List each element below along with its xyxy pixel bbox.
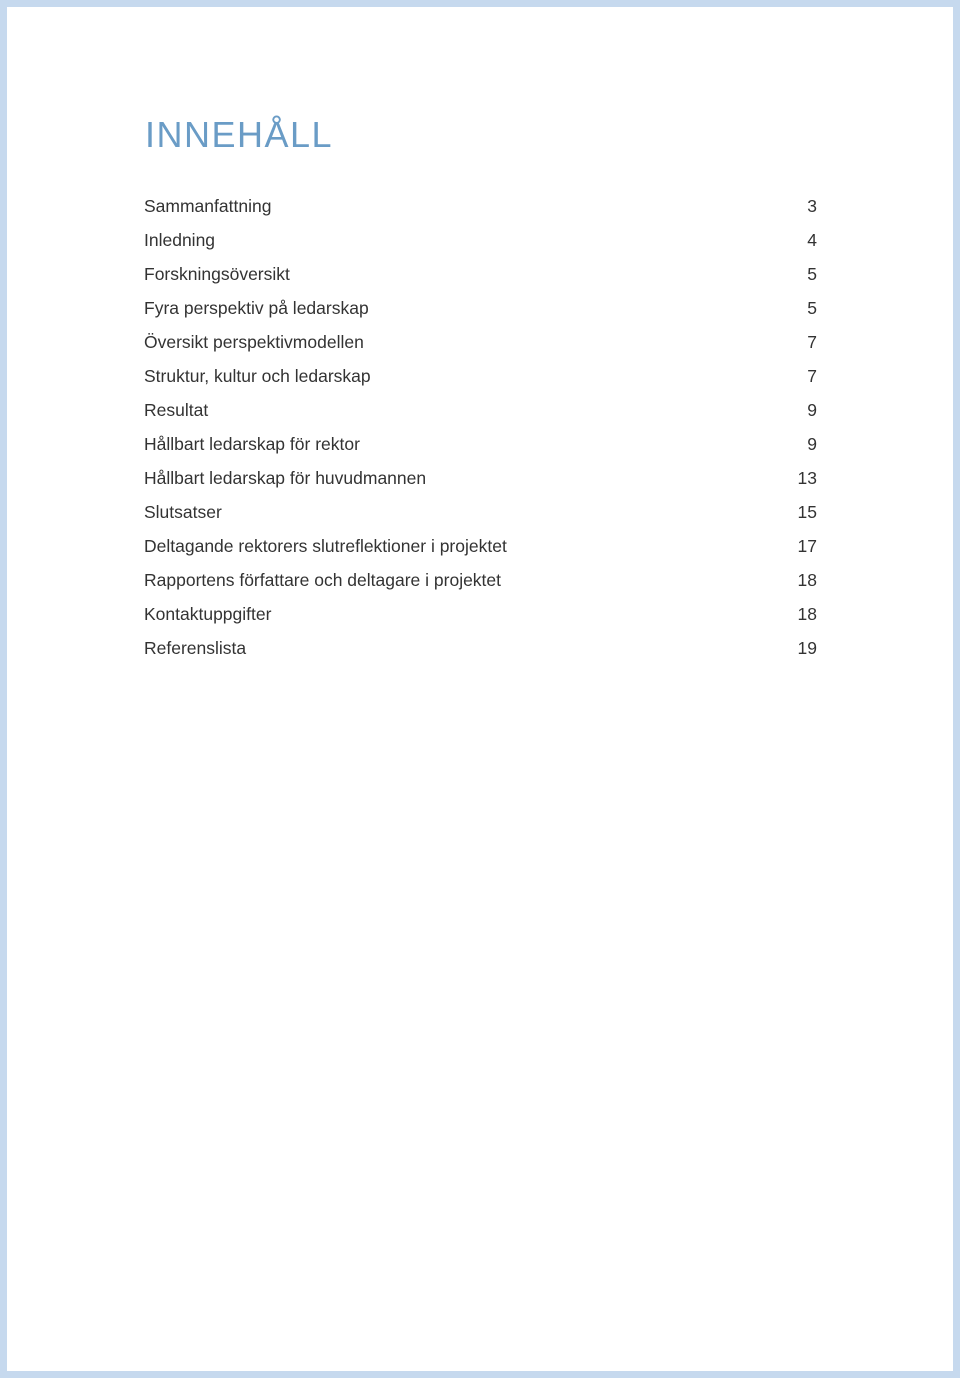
toc-entry (144, 461, 817, 495)
toc-entry (144, 529, 817, 563)
toc-entry-page: 4 (807, 229, 817, 250)
toc-entry-page: 17 (797, 535, 817, 556)
toc-entry-page: 7 (807, 365, 817, 386)
toc-entry-page: 9 (807, 399, 817, 420)
toc-entry (144, 495, 817, 529)
toc-entry (144, 597, 817, 631)
table-of-contents (144, 189, 817, 665)
toc-entry-page: 18 (797, 569, 817, 590)
toc-entry-label: Kontaktuppgifter (144, 603, 272, 624)
toc-entry-label: Slutsatser (144, 501, 222, 522)
toc-entry (144, 325, 817, 359)
toc-entry (144, 291, 817, 325)
toc-entry-page: 3 (807, 195, 817, 216)
toc-entry-label: Hållbart ledarskap för huvudmannen (144, 467, 427, 488)
toc-entry-page: 19 (797, 637, 817, 658)
toc-entry (144, 223, 817, 257)
toc-entry-label: Fyra perspektiv på ledarskap (144, 297, 369, 318)
toc-entry-label: Referenslista (144, 637, 247, 658)
toc-entry-label: Inledning (144, 229, 216, 250)
toc-entry (144, 393, 817, 427)
toc-entry-page: 18 (797, 603, 817, 624)
toc-entry-page: 13 (797, 467, 817, 488)
toc-entry-label: Resultat (144, 399, 209, 420)
toc-entry-label: Struktur, kultur och ledarskap (144, 365, 371, 386)
document-page (7, 7, 953, 1371)
toc-entry-page: 5 (807, 263, 817, 284)
toc-entry (144, 257, 817, 291)
toc-entry (144, 631, 817, 665)
toc-entry-label: Rapportens författare och deltagare i projektet (144, 569, 502, 590)
page-title: INNEHÅLL (145, 114, 334, 155)
toc-entry-label: Hållbart ledarskap för rektor (144, 433, 360, 454)
toc-entry (144, 359, 817, 393)
toc-entry-page: 15 (797, 501, 817, 522)
toc-entry-page: 5 (807, 297, 817, 318)
toc-entry (144, 563, 817, 597)
toc-entry-label: Deltagande rektorers slutreflektioner i projektet (144, 535, 507, 556)
toc-entry (144, 427, 817, 461)
toc-entry (144, 189, 817, 223)
toc-entry-page: 9 (807, 433, 817, 454)
toc-entry-label: Sammanfattning (144, 195, 272, 216)
toc-entry-page: 7 (807, 331, 817, 352)
toc-entry-label: Översikt perspektivmodellen (144, 331, 364, 352)
toc-entry-label: Forskningsöversikt (144, 263, 290, 284)
